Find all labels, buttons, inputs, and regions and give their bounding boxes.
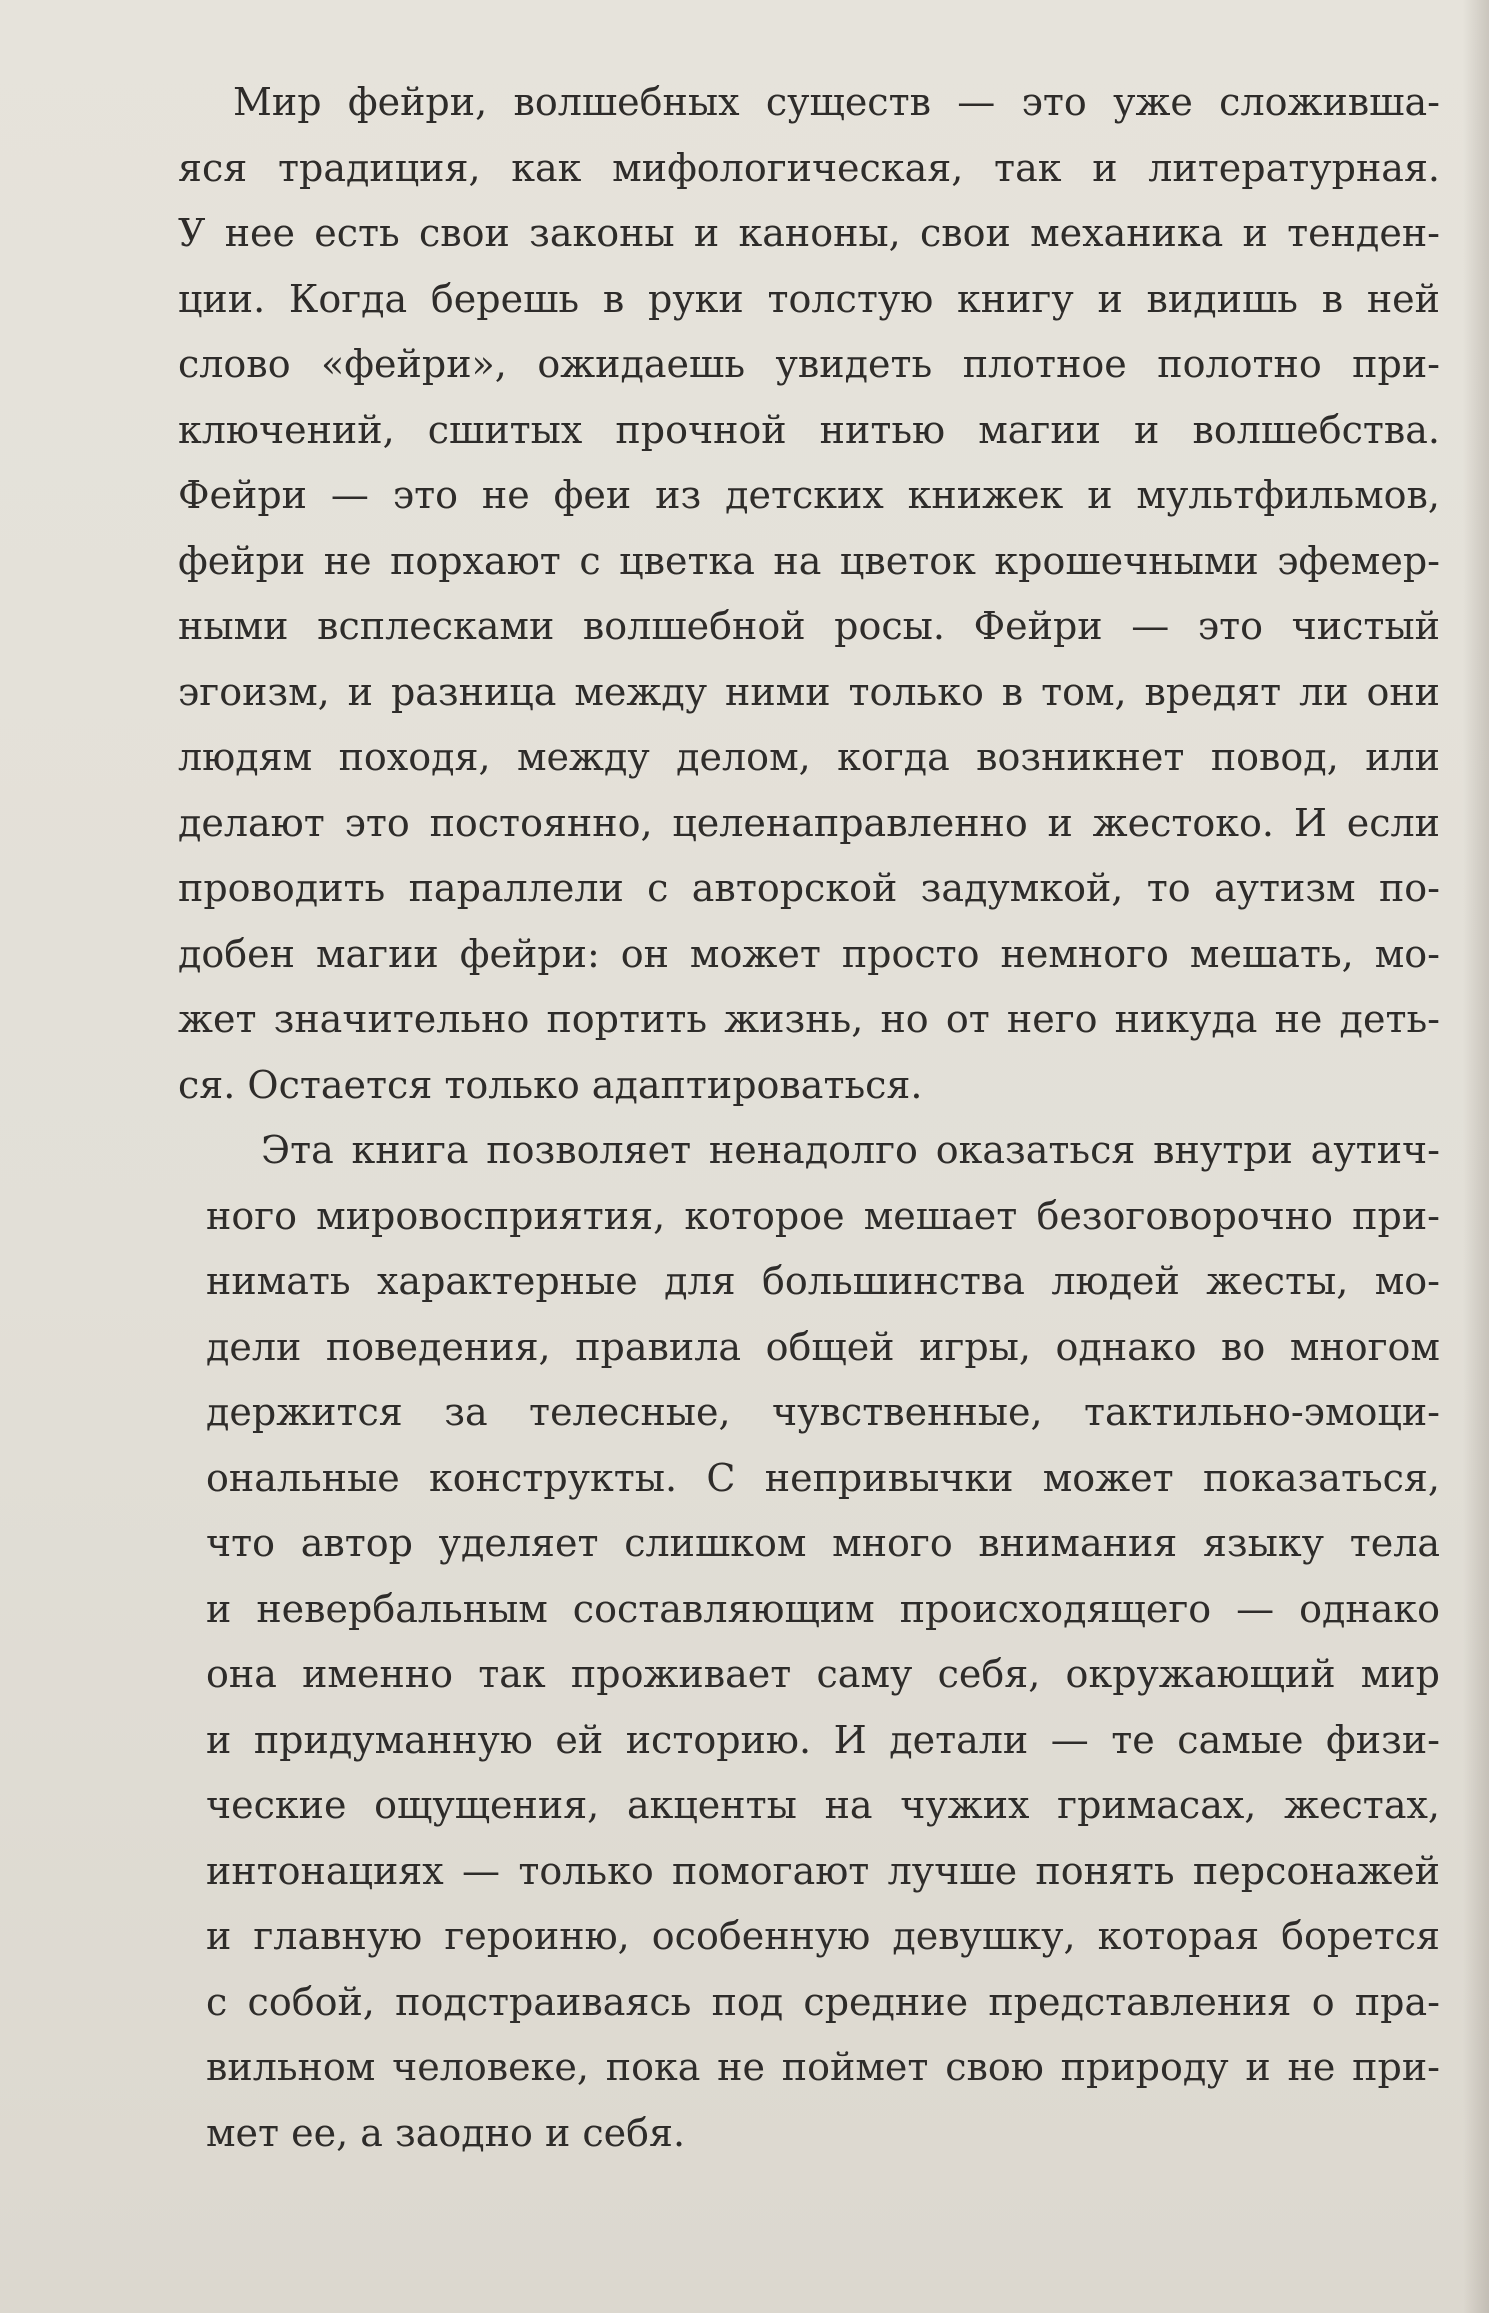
page-text — [178, 70, 1440, 2166]
paragraph-line: ции. Когда берешь в руки толстую книгу и видишь в ней — [178, 276, 1440, 321]
paragraph-line: фейри не порхают с цветка на цветок крошечными эфемер- — [178, 538, 1440, 583]
paragraph-line: эгоизм, и разница между ними только в том, вредят ли они — [178, 669, 1440, 714]
paragraph-line: яся традиция, как мифологическая, так и литературная. — [178, 145, 1440, 190]
paragraph-line: и главную героиню, особенную девушку, которая борется — [206, 1914, 1440, 1958]
paragraph-line: ключений, сшитых прочной нитью магии и волшебства. — [178, 407, 1440, 452]
paragraph-line: интонациях — только помогают лучше понять персонажей — [206, 1848, 1440, 1893]
paragraph-line: с собой, подстраиваясь под средние представления о пра- — [206, 1979, 1440, 2024]
paragraph-line: ональные конструкты. С непривычки может показаться, — [206, 1455, 1440, 1500]
paragraph-line: ного мировосприятия, которое мешает безоговорочно при- — [206, 1193, 1440, 1238]
paragraph-line: она именно так проживает саму себя, окружающий мир — [206, 1652, 1440, 1696]
paragraph-line: Эта книга позволяет ненадолго оказаться внутри аутич- — [261, 1128, 1440, 1172]
paragraph-line: ческие ощущения, акценты на чужих гримасах, жестах, — [206, 1783, 1440, 1827]
paragraph-line: нимать характерные для большинства людей жесты, мо- — [206, 1259, 1440, 1303]
paragraph-line: слово «фейри», ожидаешь увидеть плотное полотно при- — [178, 342, 1440, 386]
paragraph-line: добен магии фейри: он может просто немного мешать, мо- — [178, 931, 1440, 976]
paragraph-line: делают это постоянно, целенаправленно и жестоко. И если — [178, 800, 1440, 845]
paragraph-line: У нее есть свои законы и каноны, свои механика и тенден- — [178, 211, 1440, 255]
paragraph-line: и невербальным составляющим происходящего — однако — [206, 1586, 1440, 1631]
paragraph-line: что автор уделяет слишком много внимания языку тела — [206, 1521, 1440, 1565]
paragraph-line: жет значительно портить жизнь, но от него никуда не деть- — [178, 997, 1440, 1041]
paragraph-line: дели поведения, правила общей игры, однако во многом — [206, 1324, 1440, 1369]
paragraph-line: проводить параллели с авторской задумкой, то аутизм по- — [178, 866, 1440, 910]
paragraph-2 — [206, 1118, 1440, 2166]
page-edge-shadow — [1463, 0, 1489, 2313]
paragraph-line: Фейри — это не феи из детских книжек и мультфильмов, — [178, 473, 1440, 517]
paragraph-line: ными всплесками волшебной росы. Фейри — это чистый — [178, 604, 1440, 648]
paragraph-1 — [178, 70, 1440, 1118]
paragraph-line: и придуманную ей историю. И детали — те самые физи- — [206, 1717, 1440, 1762]
paragraph-line: людям походя, между делом, когда возникнет повод, или — [178, 735, 1440, 779]
paragraph-line: держится за телесные, чувственные, тактильно-эмоци- — [206, 1390, 1440, 1434]
paragraph-line: Мир фейри, волшебных существ — это уже сложивша- — [233, 80, 1440, 124]
paragraph-line: мет ее, а заодно и себя. — [206, 2110, 686, 2155]
paragraph-line: ся. Остается только адаптироваться. — [178, 1062, 923, 1107]
paragraph-line: вильном человеке, пока не поймет свою природу и не при- — [206, 2045, 1440, 2089]
